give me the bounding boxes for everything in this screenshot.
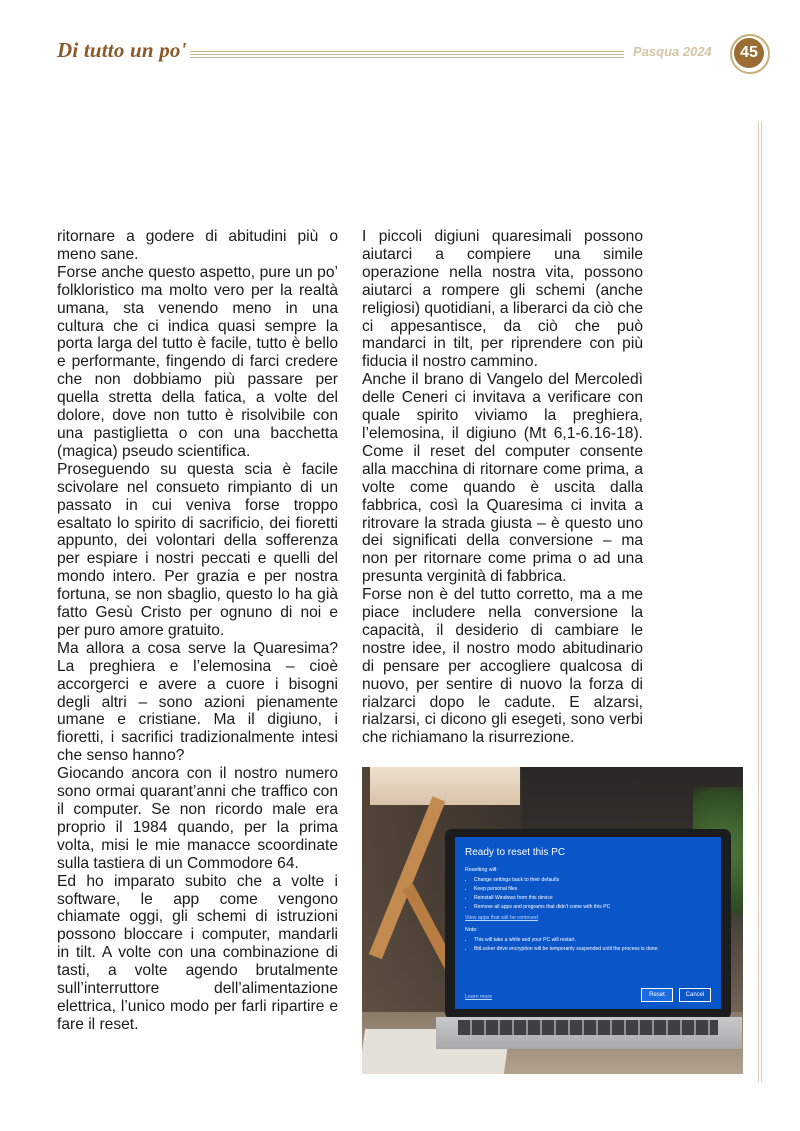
- page-number: 45: [734, 38, 764, 68]
- margin-line: [758, 122, 759, 1082]
- article-column-right: [362, 228, 643, 747]
- learn-more-link: Learn more: [465, 994, 493, 1000]
- list-item: • Change settings back to their defaults: [474, 876, 711, 885]
- laptop-photo: [362, 767, 743, 1074]
- section-title: Di tutto un po': [57, 38, 187, 62]
- list-item: • Keep personal files: [474, 885, 711, 894]
- article-column-left: [57, 228, 338, 1034]
- view-apps-link: View apps that will be removed: [465, 915, 538, 921]
- paragraph: Forse anche questo aspetto, pure un po’ folkloristico ma molto vero per la realtà umana, sta venendo meno in una cultura che ci indica quasi sempre la porta larga del tutto è facile, tutto è bello e performante, fingendo di farci credere che non dobbiamo più passare per quella stretta della fatica, a volte del dolore, dove non tutto è risolvibile con una pastiglietta o con una bacchetta (magica) pseudo scientifica.: [57, 263, 338, 460]
- paragraph: Forse non è del tutto corretto, ma a me piace includere nella conversione la capacità, il desiderio di cambiare le nostre idee, il nostro modo abitudinario di pensare per accogliere qualcosa di nuovo, per sentire di nuovo la forza di rialzarci dopo le cadute. E alzarsi, rialzarsi, ci dicono gli esegeti, sono verbi che richiamano la risurrezione.: [362, 586, 643, 747]
- paragraph: Proseguendo su questa scia è facile scivolare nel consueto rimpianto di un passato in cui veniva forse troppo esaltato lo spirito di sacrificio, dei fioretti appunto, dei volontari della sofferenza per espiare i nostri peccati e quelli del mondo intero. Per grazia e per nostra fortuna, se non sbaglio, questo lo ha già fatto Gesù Cristo per ognuno di noi e per puro amore gratuito.: [57, 460, 338, 639]
- list-item: • This will take a while and your PC will restart.: [474, 936, 711, 945]
- reset-button: Reset: [641, 988, 673, 1002]
- keyboard-keys: [458, 1020, 718, 1035]
- reset-pc-dialog: [455, 837, 721, 1009]
- paragraph: Ma allora a cosa serve la Quaresima? La preghiera e l’elemosina – cioè accorgerci e avere a cuore i bisogni degli altri – sono azioni pienamente umane e cristiane. Ma il digiuno, i fioretti, i sacrifici tradizionalmente intesi che senso hanno?: [57, 639, 338, 765]
- header-rule: [190, 54, 624, 55]
- list-item: • BitLocker drive encryption will be temporarily suspended until the process is done.: [474, 945, 711, 954]
- paragraph: Ed ho imparato subito che a volte i software, le app come vengono chiamate oggi, gli schemi di istruzioni possono bloccare i computer, mandarli in tilt. A volte con una combinazione di tasti, a volte agendo brutalmente sull’interruttore dell’alimentazione elettrica, l’unico modo per farli ripartire e fare il reset.: [57, 872, 338, 1033]
- paragraph: Giocando ancora con il nostro numero sono ormai quarant’anni che traffico con il computer. Se non ricordo male era proprio il 1984 quando, per la prima volta, misi le mie manacce scoordinate sulla tastiera di un Commodore 64.: [57, 765, 338, 872]
- note-list: [465, 936, 711, 954]
- dialog-title: Ready to reset this PC: [465, 847, 566, 858]
- resetting-label: Resetting will:: [465, 867, 498, 873]
- page-header: [0, 0, 800, 90]
- dialog-footer: [465, 988, 713, 1002]
- issue-label: Pasqua 2024: [633, 44, 712, 59]
- paragraph: I piccoli digiuni quaresimali possono aiutarci a compiere una simile operazione nella nostra vita, possono aiutarci a rompere gli schemi (anche religiosi) quotidiani, a liberarci da ciò che ci appesantisce, da ciò che può mandarci in tilt, per riprendere con più fiducia il nostro cammino.: [362, 228, 643, 371]
- paragraph: ritornare a godere di abitudini più o meno sane.: [57, 228, 338, 263]
- header-rule: [190, 51, 624, 52]
- resetting-list: [465, 876, 711, 912]
- margin-line: [761, 122, 762, 1082]
- header-rule: [190, 57, 624, 58]
- note-label: Note:: [465, 927, 478, 933]
- list-item: • Remove all apps and programs that didn't come with this PC: [474, 903, 711, 912]
- list-item: • Reinstall Windows from this device: [474, 894, 711, 903]
- cancel-button: Cancel: [679, 988, 711, 1002]
- paragraph: Anche il brano di Vangelo del Mercoledì delle Ceneri ci invitava a verificare con quale spirito viviamo la preghiera, l’elemosina, il digiuno (Mt 6,1-6.16-18). Come il reset del computer consente alla macchina di ritornare come prima, a volte come quando è uscita dalla fabbrica, così la Quaresima ci invita a ritrovare la strada giusta – è questo uno dei significati della conversione – ma non per ritornare come prima o ad una presunta verginità di fabbrica.: [362, 371, 643, 586]
- lamp-shade: [370, 767, 520, 805]
